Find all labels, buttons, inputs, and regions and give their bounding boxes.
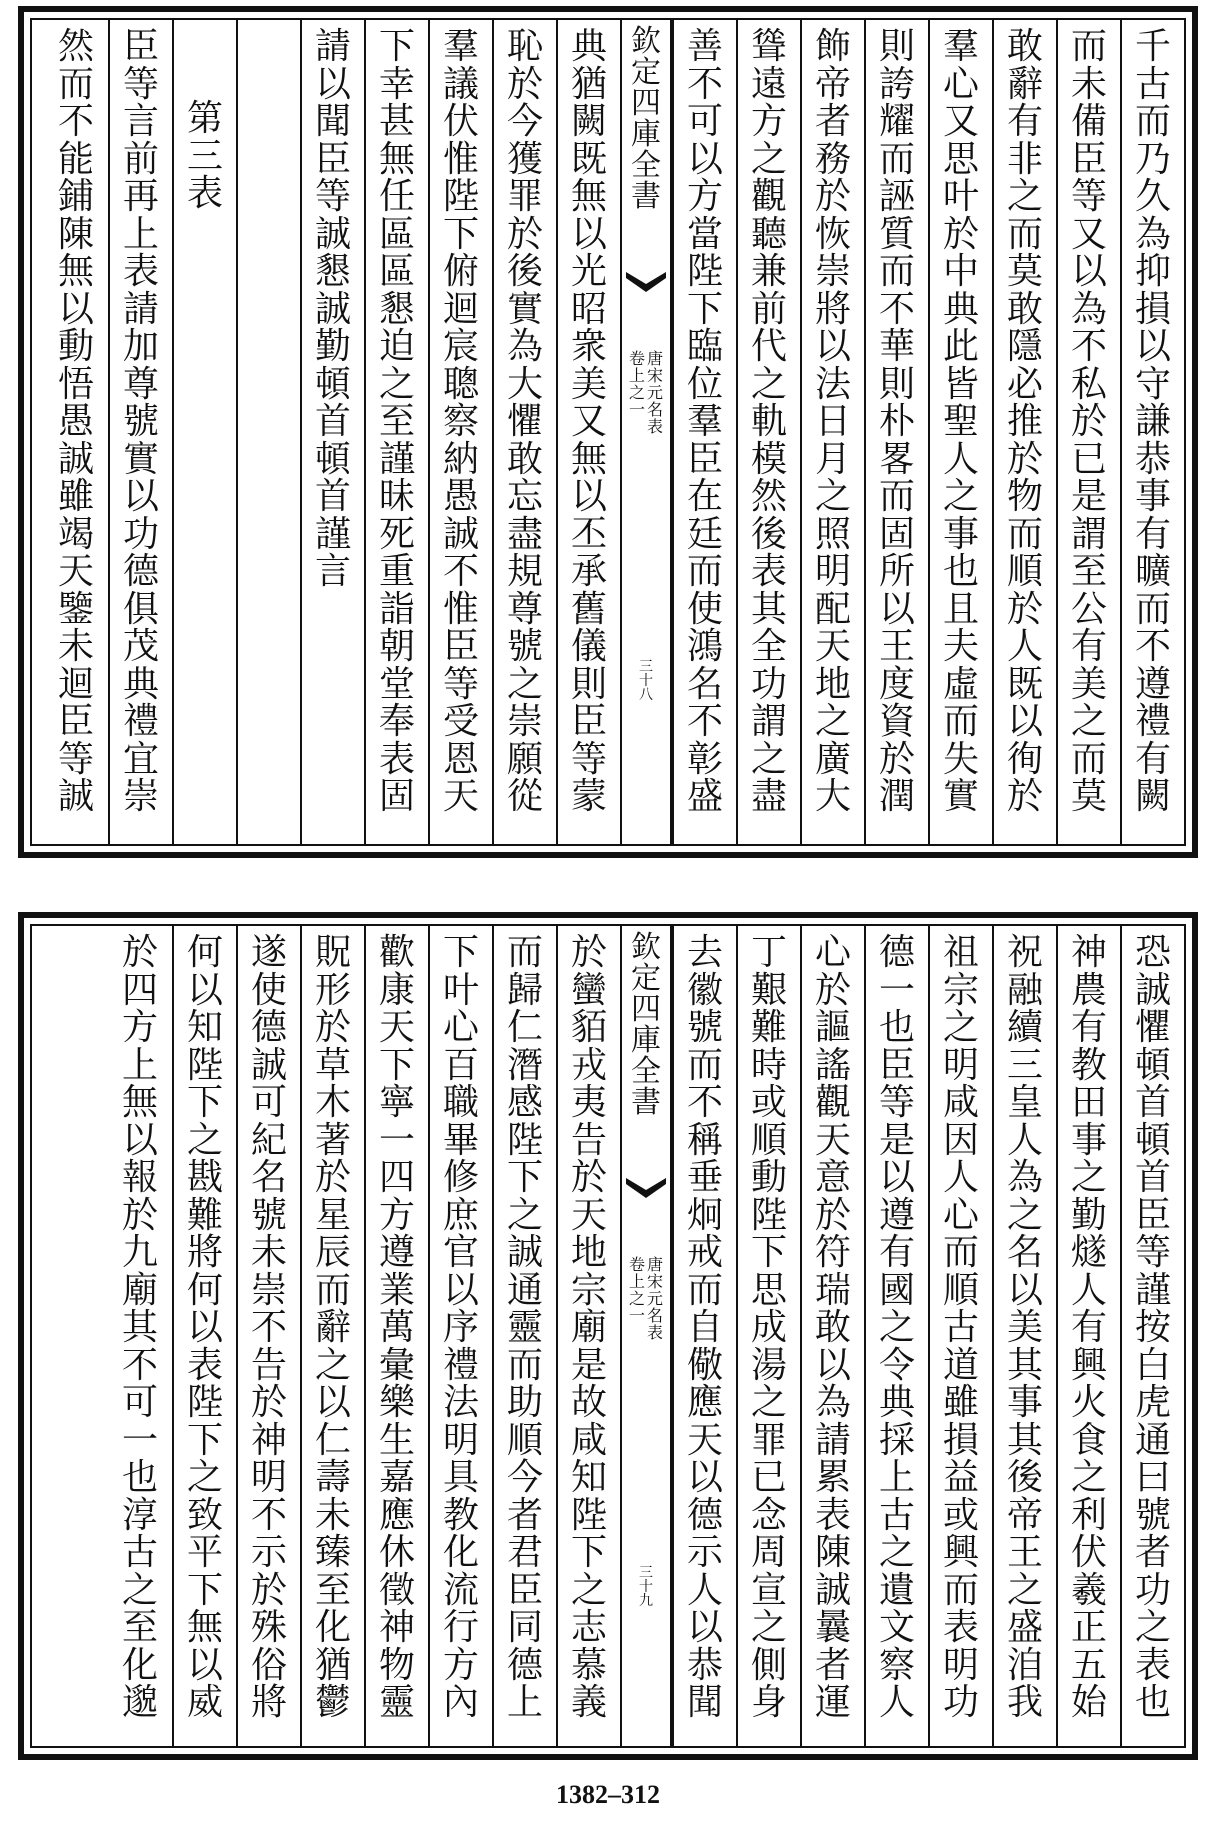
column-text: 歡 康 天 下 寧 一 四 方 遵 業 萬 彙 樂 生 嘉 應 休 徵 神 物 靈	[378, 932, 415, 1723]
fish-tail-mark-icon	[622, 1176, 670, 1206]
text-column	[1120, 926, 1184, 1746]
column-text: 請 以 聞 臣 等 誠 懇 誠 勤 頓 首 頓 首 謹 言	[314, 26, 351, 592]
text-column	[236, 20, 300, 844]
text-column	[1120, 20, 1184, 844]
column-text: 臣 等 言 前 再 上 表 請 加 尊 號 實 以 功 德 俱 茂 典 禮 宜 崇	[122, 26, 159, 817]
column-text: 於 四 方 上 無 以 報 於 九 廟 其 不 可 一 也 淳 古 之 至 化 邈	[121, 932, 158, 1723]
column-text: 貺 形 於 草 木 著 於 星 辰 而 辭 之 以 仁 壽 未 臻 至 化 猶 鬱	[314, 932, 351, 1723]
text-column	[736, 926, 800, 1746]
text-column	[172, 926, 236, 1746]
text-column	[800, 20, 864, 844]
text-column	[556, 20, 620, 844]
column-text: 羣 心 又 思 叶 於 中 典 此 皆 聖 人 之 事 也 且 夫 虛 而 失 實	[942, 26, 979, 817]
column-text: 遂 使 德 誠 可 紀 名 號 未 崇 不 告 於 神 明 不 示 於 殊 俗 將	[250, 932, 287, 1723]
center-gutter	[620, 20, 672, 844]
text-column	[108, 926, 172, 1746]
column-text: 心 於 謳 謠 觀 天 意 於 符 瑞 敢 以 為 請 累 表 陳 誠 曩 者 運	[814, 932, 851, 1723]
gutter-section-meta	[624, 1256, 668, 1341]
text-column	[800, 926, 864, 1746]
text-column	[364, 20, 428, 844]
column-text: 敢 辭 有 非 之 而 莫 敢 隱 必 推 於 物 而 順 於 人 既 以 徇 於	[1006, 26, 1043, 817]
text-column	[864, 20, 928, 844]
column-text	[238, 28, 300, 836]
column-text: 祝 融 續 三 皇 人 為 之 名 以 美 其 事 其 後 帝 王 之 盛 洎 我	[1006, 932, 1043, 1723]
text-column	[928, 20, 992, 844]
column-text: 聳 遠 方 之 觀 聽 兼 前 代 之 軌 模 然 後 表 其 全 功 謂 之 盡	[750, 26, 787, 817]
column-text: 祖 宗 之 明 咸 因 人 心 而 順 古 道 雖 損 益 或 興 而 表 明 功	[942, 932, 979, 1723]
column-text: 善 不 可 以 方 當 陛 下 臨 位 羣 臣 在 廷 而 使 鴻 名 不 彰 盛	[686, 26, 723, 817]
meta-line: 卷 上 之 一	[628, 349, 645, 419]
text-column	[172, 20, 236, 844]
leaf-page-number: 三 十 八	[639, 659, 653, 703]
column-text: 飾 帝 者 務 於 恢 崇 將 以 法 日 月 之 照 明 配 天 地 之 廣 大	[814, 26, 851, 817]
column-text: 於 蠻 貊 戎 夷 告 於 天 地 宗 廟 是 故 咸 知 陛 下 之 志 慕 義	[570, 932, 607, 1723]
column-text: 德 一 也 臣 等 是 以 遵 有 國 之 令 典 採 上 古 之 遺 文 察 人	[878, 932, 915, 1723]
text-column	[556, 926, 620, 1746]
text-column	[428, 20, 492, 844]
lower-page-frame	[30, 924, 1186, 1748]
meta-line: 唐 宋 元 名 表	[647, 1255, 664, 1342]
column-text: 羣 議 伏 惟 陛 下 俯 迴 宸 聰 察 納 愚 誠 不 惟 臣 等 受 恩 天	[442, 26, 479, 817]
text-column	[1056, 926, 1120, 1746]
column-text: 而 未 備 臣 等 又 以 為 不 私 於 已 是 謂 至 公 有 美 之 而 莫	[1070, 26, 1107, 817]
text-column	[108, 20, 172, 844]
text-column	[428, 926, 492, 1746]
gutter-title: 欽 定 四 庫 全 書	[631, 24, 661, 214]
text-column	[492, 20, 556, 844]
column-text: 千 古 而 乃 久 為 抑 損 以 守 謙 恭 事 有 曠 而 不 遵 禮 有 闕	[1134, 26, 1171, 817]
meta-line: 唐 宋 元 名 表	[647, 349, 664, 436]
text-column	[928, 926, 992, 1746]
text-column	[1056, 20, 1120, 844]
text-column	[300, 926, 364, 1746]
fish-tail-mark-icon	[622, 270, 670, 300]
text-column	[992, 926, 1056, 1746]
column-text: 則 誇 耀 而 誣 質 而 不 華 則 朴 畧 而 固 所 以 王 度 資 於 潤	[878, 26, 915, 817]
lower-page	[18, 912, 1198, 1760]
column-text: 然 而 不 能 鋪 陳 無 以 動 悟 愚 誠 雖 竭 天 鑒 未 迴 臣 等 誠	[57, 26, 94, 817]
column-text: 去 徽 號 而 不 稱 垂 炯 戒 而 自 儆 應 天 以 德 示 人 以 恭 聞	[686, 932, 723, 1723]
page-footer-number: 1382–312	[556, 1780, 660, 1809]
center-gutter	[620, 926, 672, 1746]
column-text: 何 以 知 陛 下 之 戡 難 將 何 以 表 陛 下 之 致 平 下 無 以 威	[186, 932, 223, 1723]
meta-line: 卷 上 之 一	[628, 1255, 645, 1325]
text-column	[492, 926, 556, 1746]
column-text: 丁 艱 難 時 或 順 動 陛 下 思 成 湯 之 罪 已 念 周 宣 之 側 身	[750, 932, 787, 1723]
column-text: 第 三 表	[186, 98, 223, 214]
column-text: 而 歸 仁 潛 感 陛 下 之 誠 通 靈 而 助 順 今 者 君 臣 同 德 上	[506, 932, 543, 1723]
gutter-section-meta	[624, 350, 668, 435]
text-column	[864, 926, 928, 1746]
upper-page-frame	[30, 18, 1186, 846]
text-column	[672, 20, 736, 844]
column-text: 下 叶 心 百 職 畢 修 庶 官 以 序 禮 法 明 具 教 化 流 行 方 內	[442, 932, 479, 1723]
column-text: 神 農 有 教 田 事 之 勤 燧 人 有 興 火 食 之 利 伏 羲 正 五 始	[1070, 932, 1107, 1723]
text-column	[672, 926, 736, 1746]
text-column	[736, 20, 800, 844]
column-text: 典 猶 闕 既 無 以 光 昭 衆 美 又 無 以 丕 承 舊 儀 則 臣 等 蒙	[570, 26, 607, 817]
text-column	[44, 20, 108, 844]
text-column	[364, 926, 428, 1746]
column-text: 恥 於 今 獲 罪 於 後 實 為 大 懼 敢 忘 盡 規 尊 號 之 崇 願 從	[506, 26, 543, 817]
column-text: 下 幸 甚 無 任 區 區 懇 迫 之 至 謹 昧 死 重 詣 朝 堂 奉 表 固	[378, 26, 415, 817]
gutter-title: 欽 定 四 庫 全 書	[631, 930, 661, 1120]
text-column	[300, 20, 364, 844]
leaf-page-number: 三 十 九	[639, 1565, 653, 1609]
text-column	[992, 20, 1056, 844]
text-column	[236, 926, 300, 1746]
column-text: 恐 誠 懼 頓 首 頓 首 臣 等 謹 按 白 虎 通 曰 號 者 功 之 表 也	[1134, 932, 1171, 1723]
upper-page	[18, 6, 1198, 858]
